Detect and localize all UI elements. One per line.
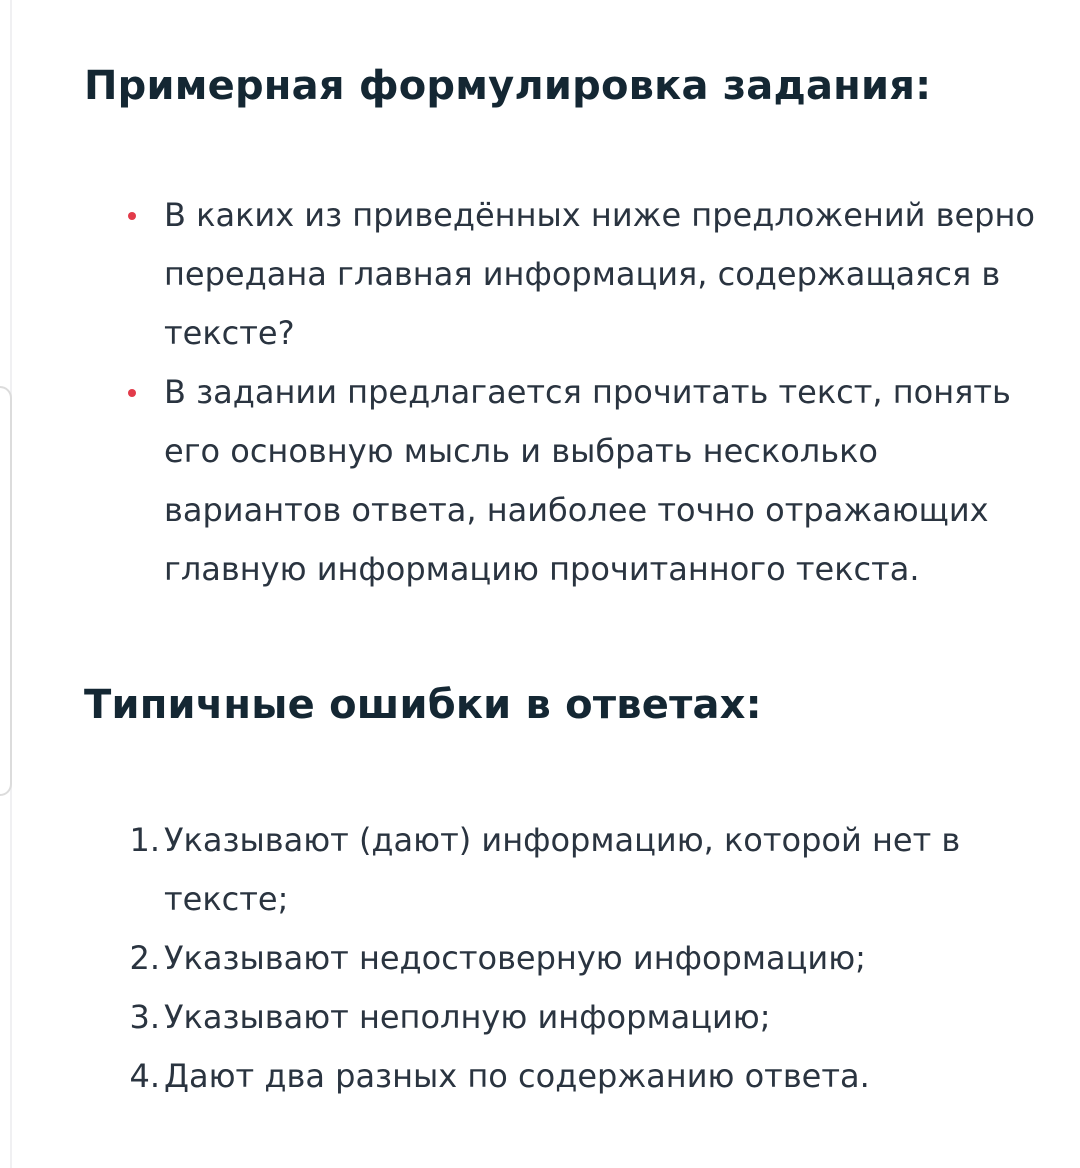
list-item-text: Указывают недостоверную информацию; — [164, 939, 866, 977]
list-item-number: 1. — [129, 821, 160, 859]
list-item — [84, 186, 1064, 363]
list-item-text: В каких из приведённых ниже предложений верно передана главная информация, содержащаяся в тексте? — [164, 196, 1035, 352]
list-item — [84, 363, 1064, 599]
article-content — [84, 50, 1064, 1106]
task-wording-list — [84, 186, 1064, 599]
bullet-dot-icon — [128, 212, 136, 220]
list-item-text: Указывают (дают) информацию, которой нет в тексте; — [164, 821, 961, 918]
side-scroll-handle[interactable] — [0, 386, 12, 796]
typical-errors-list — [84, 811, 1064, 1106]
list-item — [84, 1047, 1064, 1106]
task-wording-heading: Примерная формулировка задания: — [84, 63, 932, 109]
list-item — [84, 811, 1064, 929]
list-item — [84, 929, 1064, 988]
list-item-text: В задании предлагается прочитать текст, понять его основную мысль и выбрать несколько вариантов ответа, наиболее точно отражающих главную информацию прочитанного текста. — [164, 373, 1011, 588]
list-item-number: 4. — [129, 1057, 160, 1095]
list-item-number: 2. — [129, 939, 160, 977]
list-item-text: Дают два разных по содержанию ответа. — [164, 1057, 870, 1095]
list-item — [84, 988, 1064, 1047]
bullet-dot-icon — [128, 389, 136, 397]
list-item-text: Указывают неполную информацию; — [164, 998, 771, 1036]
list-item-number: 3. — [129, 998, 160, 1036]
typical-errors-heading: Типичные ошибки в ответах: — [84, 682, 762, 728]
